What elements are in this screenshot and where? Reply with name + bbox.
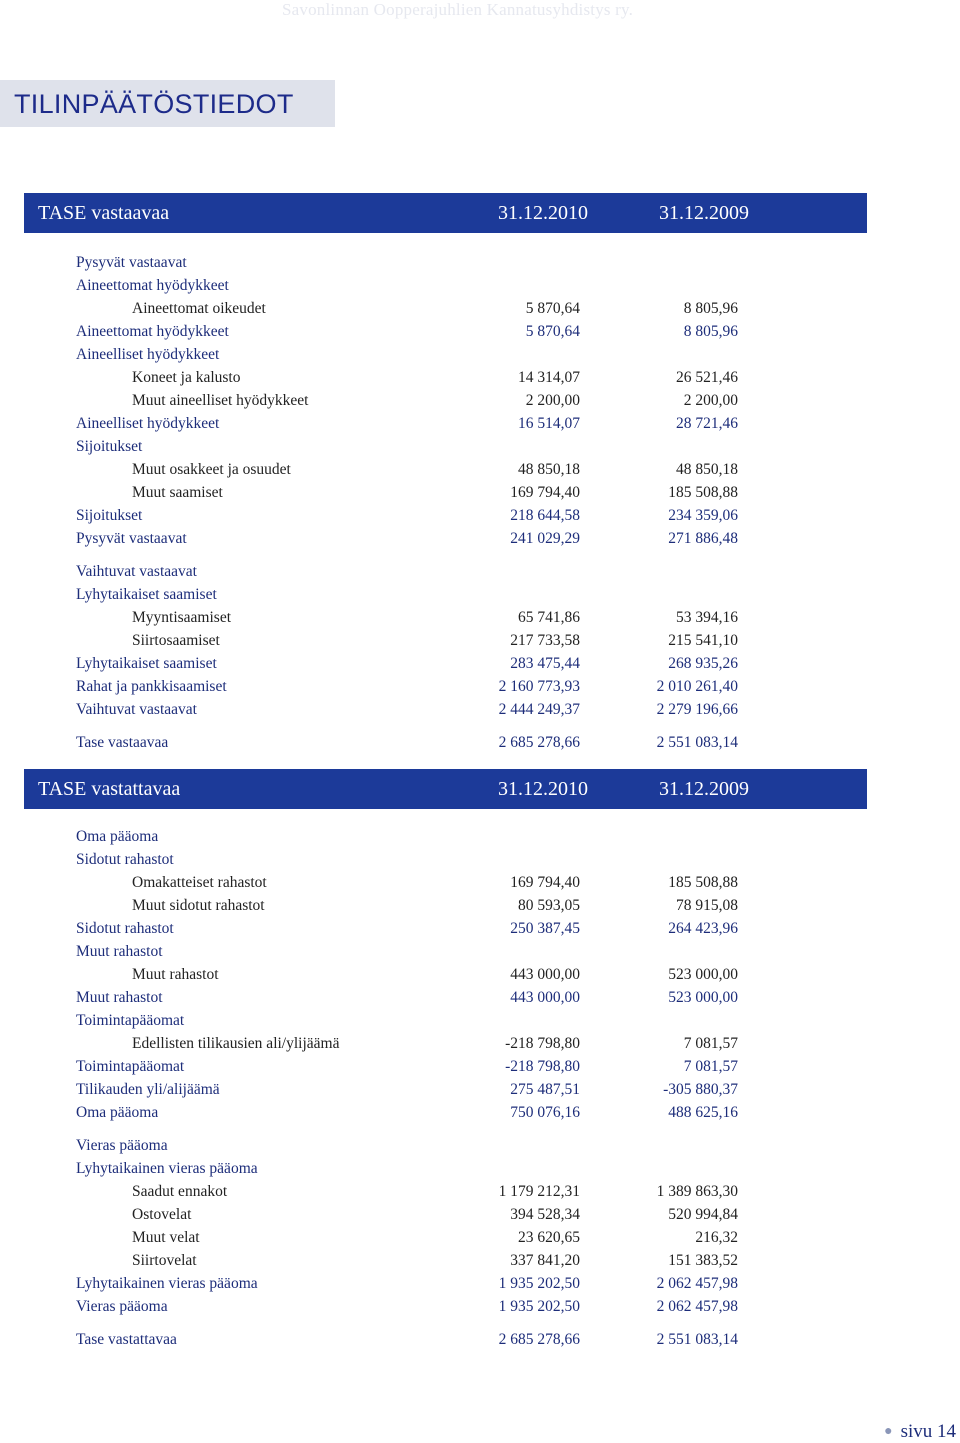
- table-row: [0, 630, 960, 652]
- value-2009: 523 000,00: [668, 989, 738, 1006]
- row-label: Rahat ja pankkisaamiset: [76, 678, 227, 695]
- value-2010: 283 475,44: [510, 655, 580, 672]
- row-label: Muut osakkeet ja osuudet: [132, 461, 291, 478]
- table-row: [0, 1296, 960, 1318]
- value-2010: 2 685 278,66: [498, 1331, 580, 1348]
- row-label: Aineettomat oikeudet: [132, 300, 266, 317]
- row-label: Lyhytaikaiset saamiset: [76, 655, 217, 672]
- value-2010: 241 029,29: [510, 530, 580, 547]
- assets-col-2009: 31.12.2009: [659, 202, 749, 224]
- table-row: [0, 1102, 960, 1124]
- table-row: [0, 1079, 960, 1101]
- table-row: [0, 459, 960, 481]
- row-label: Oma pääoma: [76, 1104, 159, 1121]
- table-row: [0, 676, 960, 698]
- value-2009: 2 200,00: [683, 392, 738, 409]
- row-label: Tase vastattavaa: [76, 1331, 177, 1348]
- page-number: [884, 1421, 956, 1443]
- table-row: [0, 941, 960, 963]
- value-2010: 80 593,05: [518, 897, 580, 914]
- row-label: Aineettomat hyödykkeet: [76, 277, 229, 294]
- value-2009: 2 279 196,66: [656, 701, 738, 718]
- table-row: [0, 849, 960, 871]
- value-2010: 217 733,58: [510, 632, 580, 649]
- row-label: Muut rahastot: [76, 989, 163, 1006]
- value-2010: 443 000,00: [510, 989, 580, 1006]
- value-2010: 14 314,07: [518, 369, 580, 386]
- value-2009: 2 551 083,14: [656, 1331, 738, 1348]
- value-2009: 53 394,16: [676, 609, 738, 626]
- row-label: Muut aineelliset hyödykkeet: [132, 392, 309, 409]
- value-2010: 2 685 278,66: [498, 734, 580, 751]
- value-2010: 750 076,16: [510, 1104, 580, 1121]
- value-2009: 215 541,10: [668, 632, 738, 649]
- row-label: Toimintapääomat: [76, 1058, 185, 1075]
- value-2009: 28 721,46: [676, 415, 738, 432]
- row-label: Koneet ja kalusto: [132, 369, 241, 386]
- row-label: Vaihtuvat vastaavat: [76, 701, 197, 718]
- table-row: [0, 252, 960, 274]
- value-2009: 26 521,46: [676, 369, 738, 386]
- value-2009: 264 423,96: [668, 920, 738, 937]
- value-2009: 2 010 261,40: [656, 678, 738, 695]
- page-number-text: sivu 14: [900, 1421, 956, 1442]
- value-2009: 2 551 083,14: [656, 734, 738, 751]
- value-2009: 48 850,18: [676, 461, 738, 478]
- row-label: Muut sidotut rahastot: [132, 897, 265, 914]
- value-2010: -218 798,80: [505, 1035, 580, 1052]
- value-2009: 268 935,26: [668, 655, 738, 672]
- table-row: [0, 1273, 960, 1295]
- row-label: Vaihtuvat vastaavat: [76, 563, 197, 580]
- row-label: Edellisten tilikausien ali/ylijäämä: [132, 1035, 340, 1052]
- row-label: Pysyvät vastaavat: [76, 254, 187, 271]
- assets-table-title: TASE vastaavaa: [38, 202, 170, 224]
- watermark: Savonlinnan Oopperajuhlien Kannatusyhdistys ry.: [282, 0, 634, 19]
- table-row: [0, 528, 960, 550]
- row-label: Sijoitukset: [76, 438, 143, 455]
- table-row: [0, 561, 960, 583]
- table-row: [0, 1227, 960, 1249]
- table-row: [0, 584, 960, 606]
- liabilities-table-title: TASE vastattavaa: [38, 778, 181, 800]
- value-2010: 48 850,18: [518, 461, 580, 478]
- table-row: [0, 987, 960, 1009]
- table-row: [0, 1250, 960, 1272]
- row-label: Muut rahastot: [132, 966, 219, 983]
- value-2010: 2 444 249,37: [498, 701, 580, 718]
- liabilities-col-2010: 31.12.2010: [498, 778, 588, 800]
- value-2010: 394 528,34: [510, 1206, 580, 1223]
- value-2010: 23 620,65: [518, 1229, 580, 1246]
- value-2009: 488 625,16: [668, 1104, 738, 1121]
- value-2010: 250 387,45: [510, 920, 580, 937]
- value-2010: 1 179 212,31: [498, 1183, 580, 1200]
- table-row: [0, 505, 960, 527]
- row-label: Siirtosaamiset: [132, 632, 220, 649]
- value-2009: 8 805,96: [683, 323, 738, 340]
- table-row: [0, 1010, 960, 1032]
- page-title: TILINPÄÄTÖSTIEDOT: [14, 89, 294, 119]
- table-row: [0, 1033, 960, 1055]
- value-2010: -218 798,80: [505, 1058, 580, 1075]
- row-label: Lyhytaikainen vieras pääoma: [76, 1160, 258, 1177]
- assets-table-header: [24, 193, 867, 233]
- row-label: Sidotut rahastot: [76, 920, 174, 937]
- table-row: [0, 344, 960, 366]
- value-2009: 7 081,57: [683, 1035, 738, 1052]
- row-label: Vieras pääoma: [76, 1298, 168, 1315]
- value-2010: 2 160 773,93: [498, 678, 580, 695]
- row-label: Toimintapääomat: [76, 1012, 185, 1029]
- row-label: Muut velat: [132, 1229, 200, 1246]
- value-2010: 65 741,86: [518, 609, 580, 626]
- table-row: [0, 699, 960, 721]
- liabilities-table-header: [24, 769, 867, 809]
- row-label: Omakatteiset rahastot: [132, 874, 267, 891]
- value-2009: -305 880,37: [663, 1081, 738, 1098]
- value-2009: 8 805,96: [683, 300, 738, 317]
- value-2009: 271 886,48: [668, 530, 738, 547]
- value-2010: 218 644,58: [510, 507, 580, 524]
- table-row: [0, 275, 960, 297]
- table-row: [0, 1204, 960, 1226]
- value-2010: 2 200,00: [525, 392, 580, 409]
- table-row: [0, 964, 960, 986]
- value-2010: 169 794,40: [510, 484, 580, 501]
- assets-col-2010: 31.12.2010: [498, 202, 588, 224]
- value-2009: 78 915,08: [676, 897, 738, 914]
- row-label: Vieras pääoma: [76, 1137, 168, 1154]
- value-2009: 7 081,57: [683, 1058, 738, 1075]
- row-label: Muut rahastot: [76, 943, 163, 960]
- value-2010: 169 794,40: [510, 874, 580, 891]
- row-label: Tase vastaavaa: [76, 734, 169, 751]
- value-2009: 185 508,88: [668, 874, 738, 891]
- value-2009: 216,32: [695, 1229, 738, 1246]
- table-row: [0, 607, 960, 629]
- value-2010: 5 870,64: [525, 323, 580, 340]
- value-2010: 337 841,20: [510, 1252, 580, 1269]
- table-row: [0, 826, 960, 848]
- row-label: Lyhytaikainen vieras pääoma: [76, 1275, 258, 1292]
- row-label: Sijoitukset: [76, 507, 143, 524]
- value-2010: 1 935 202,50: [498, 1298, 580, 1315]
- table-row: [0, 482, 960, 504]
- row-label: Tilikauden yli/alijäämä: [76, 1081, 220, 1098]
- row-label: Aineettomat hyödykkeet: [76, 323, 229, 340]
- value-2009: 520 994,84: [668, 1206, 738, 1223]
- table-row: [0, 413, 960, 435]
- table-row: [0, 1158, 960, 1180]
- table-row: [0, 321, 960, 343]
- value-2010: 275 487,51: [510, 1081, 580, 1098]
- row-label: Oma pääoma: [76, 828, 159, 845]
- table-row: [0, 1181, 960, 1203]
- table-row: [0, 367, 960, 389]
- value-2009: 1 389 863,30: [656, 1183, 738, 1200]
- table-row: [0, 918, 960, 940]
- row-label: Siirtovelat: [132, 1252, 197, 1269]
- row-label: Muut saamiset: [132, 484, 223, 501]
- value-2010: 16 514,07: [518, 415, 580, 432]
- table-row: [0, 1329, 960, 1351]
- value-2009: 2 062 457,98: [656, 1298, 738, 1315]
- row-label: Aineelliset hyödykkeet: [76, 415, 220, 432]
- table-row: [0, 436, 960, 458]
- table-row: [0, 390, 960, 412]
- value-2010: 443 000,00: [510, 966, 580, 983]
- value-2009: 2 062 457,98: [656, 1275, 738, 1292]
- table-row: [0, 1056, 960, 1078]
- value-2010: 1 935 202,50: [498, 1275, 580, 1292]
- row-label: Myyntisaamiset: [132, 609, 232, 626]
- value-2009: 234 359,06: [668, 507, 738, 524]
- row-label: Ostovelat: [132, 1206, 192, 1223]
- table-row: [0, 1135, 960, 1157]
- row-label: Pysyvät vastaavat: [76, 530, 187, 547]
- value-2009: 151 383,52: [668, 1252, 738, 1269]
- page-title-box: [0, 80, 335, 127]
- table-row: [0, 653, 960, 675]
- bullet-icon: ●: [884, 1424, 893, 1439]
- value-2010: 5 870,64: [525, 300, 580, 317]
- row-label: Sidotut rahastot: [76, 851, 174, 868]
- value-2009: 523 000,00: [668, 966, 738, 983]
- table-row: [0, 298, 960, 320]
- table-row: [0, 732, 960, 754]
- row-label: Saadut ennakot: [132, 1183, 228, 1200]
- table-row: [0, 895, 960, 917]
- table-row: [0, 872, 960, 894]
- row-label: Aineelliset hyödykkeet: [76, 346, 220, 363]
- row-label: Lyhytaikaiset saamiset: [76, 586, 217, 603]
- value-2009: 185 508,88: [668, 484, 738, 501]
- liabilities-col-2009: 31.12.2009: [659, 778, 749, 800]
